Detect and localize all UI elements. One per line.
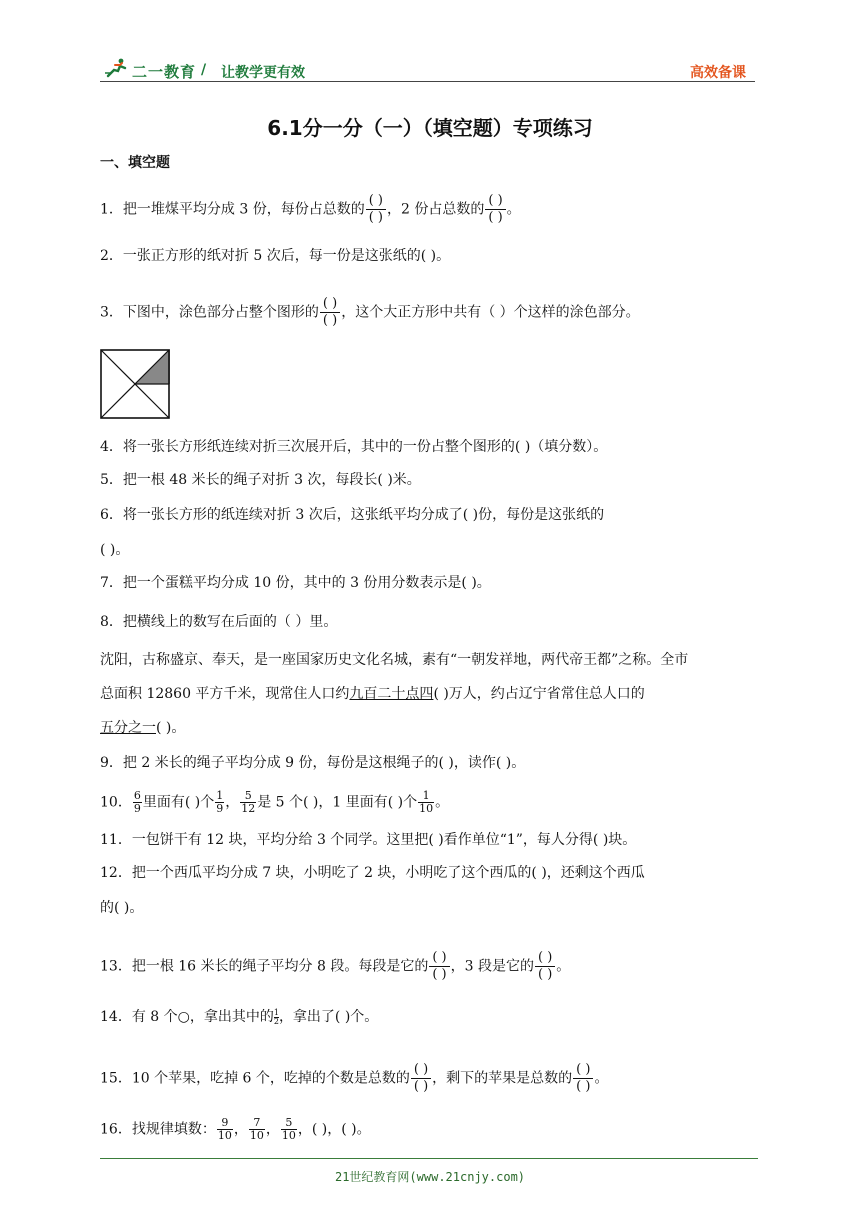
logo-text: 二一教育 [132, 63, 197, 81]
fraction-den: 9 [133, 802, 141, 815]
question-11: 11．一包饼干有 12 块，平均分给 3 个同学。这里把( )看作单位“1”，每人分得( )块。 [100, 832, 637, 848]
q15-text: 15．10 个苹果，吃掉 6 个，吃掉的个数是总数的 [100, 1070, 410, 1087]
blank-fraction[interactable] [411, 1062, 431, 1095]
fraction-num: 5 [281, 1117, 297, 1130]
q16-sep: ， [297, 1121, 312, 1138]
question-15 [100, 1062, 608, 1095]
fraction-den: 10 [249, 1129, 264, 1142]
q1-text-a: 1．把一堆煤平均分成 3 份，每份占总数的 [100, 201, 365, 218]
q16-text: 16．找规律填数： [100, 1121, 216, 1138]
fraction [133, 790, 142, 815]
q16-text: ( )，( )。 [311, 1121, 371, 1138]
question-6b: ( )。 [100, 542, 130, 558]
fraction [418, 790, 434, 815]
q16-sep: ， [233, 1121, 248, 1138]
blank-num: ( ) [366, 193, 386, 210]
question-14 [100, 1007, 378, 1027]
blank-fraction[interactable] [535, 950, 555, 983]
q8-paragraph-1: 沈阳，古称盛京、奉天，是一座国家历史文化名城，素有“一朝发祥地，两代帝王都”之称。全市 [100, 652, 689, 668]
q3-text-a: 3．下图中，涂色部分占整个图形的 [100, 304, 319, 321]
q16-sep: ， [265, 1121, 280, 1138]
q13-text: 13．把一根 16 米长的绳子平均分 8 段。每段是它的 [100, 958, 429, 975]
fraction-num: 6 [133, 789, 141, 802]
question-7: 7．把一个蛋糕平均分成 10 份，其中的 3 份用分数表示是( )。 [100, 575, 491, 591]
question-10 [100, 790, 449, 815]
blank-den: ( ) [488, 210, 503, 225]
footer-divider [100, 1158, 758, 1159]
q15-text: 。 [594, 1070, 609, 1087]
blank-num: ( ) [485, 193, 505, 210]
q8-paragraph-3 [100, 718, 185, 738]
question-12b: 的( )。 [100, 900, 144, 916]
q8-text: ( )。 [156, 720, 186, 736]
question-1 [100, 193, 521, 226]
page-title: 6.1分一分（一）（填空题）专项练习 [267, 116, 593, 140]
blank-den: ( ) [368, 210, 383, 225]
question-16 [100, 1117, 371, 1142]
fraction-num: 1 [216, 789, 224, 802]
fraction [240, 790, 256, 815]
runner-logo-icon [104, 58, 130, 78]
q14-text: ，拿出了( )个。 [278, 1009, 379, 1025]
fraction-den: 10 [281, 1129, 296, 1142]
fraction-num: 9 [217, 1117, 233, 1130]
question-12a: 12．把一个西瓜平均分成 7 块，小明吃了 2 块，小明吃了这个西瓜的( )，还剩这个西瓜 [100, 865, 645, 881]
blank-fraction[interactable] [366, 193, 386, 226]
question-6a: 6．将一张长方形的纸连续对折 3 次后，这张纸平均分成了( )份，每份是这张纸的 [100, 507, 605, 523]
question-3 [100, 296, 640, 329]
header-tagline: 让教学更有效 [221, 65, 305, 81]
section-heading: 一、填空题 [100, 155, 170, 171]
fraction-num: 5 [240, 790, 256, 803]
blank-num: ( ) [573, 1062, 593, 1079]
q13-text: 。 [556, 958, 571, 975]
fraction-den: 10 [217, 1129, 232, 1142]
fraction [215, 790, 224, 815]
blank-num: ( ) [535, 950, 555, 967]
q8-text: 总面积 12860 平方千米，现常住人口约 [100, 686, 350, 702]
q14-text: 14．有 8 个○，拿出其中的 [100, 1009, 274, 1025]
fraction-num: 1 [418, 790, 434, 803]
q1-text-c: 。 [506, 201, 521, 218]
footer-source[interactable]: 21世纪教育网(www.21cnjy.com) [334, 1170, 526, 1184]
blank-den: ( ) [537, 967, 553, 982]
question-5: 5．把一根 48 米长的绳子对折 3 次，每段长( )米。 [100, 472, 421, 488]
header-right-label: 高效备课 [690, 65, 746, 81]
q13-text: ，3 段是它的 [450, 958, 534, 975]
q1-text-b: ，2 份占总数的 [387, 201, 485, 218]
blank-fraction[interactable] [485, 193, 505, 226]
q10-text: 是 5 个( )，1 里面有( )个 [257, 794, 418, 811]
q10-text: 里面有( )个 [142, 794, 215, 811]
q10-text: 10． [100, 794, 132, 811]
q8-underlined: 九百二十点四 [349, 686, 434, 702]
fraction [281, 1117, 297, 1142]
question-2: 2．一张正方形的纸对折 5 次后，每一份是这张纸的( )。 [100, 248, 451, 264]
q8-text: ( )万人，约占辽宁省常住总人口的 [433, 686, 645, 702]
header-divider [100, 81, 755, 82]
question-4: 4．将一张长方形纸连续对折三次展开后，其中的一份占整个图形的( )（填分数）。 [100, 439, 608, 455]
q10-text: 。 [435, 794, 450, 811]
blank-den: ( ) [322, 313, 338, 328]
blank-fraction[interactable] [573, 1062, 593, 1095]
fraction-den: 10 [419, 802, 434, 815]
question-8: 8．把横线上的数写在后面的（ ）里。 [100, 614, 338, 630]
blank-fraction[interactable] [320, 296, 340, 329]
fraction-num: 1 [273, 1007, 279, 1017]
blank-den: ( ) [432, 967, 447, 982]
q15-text: ，剩下的苹果是总数的 [432, 1070, 573, 1087]
blank-fraction[interactable] [429, 950, 449, 983]
fraction-den: 2 [273, 1016, 279, 1026]
fraction-den: 12 [241, 802, 256, 815]
blank-num: ( ) [320, 296, 340, 313]
question-13 [100, 950, 570, 983]
blank-num: ( ) [429, 950, 449, 967]
question-9: 9．把 2 米长的绳子平均分成 9 份，每份是这根绳子的( )，读作( )。 [100, 755, 526, 771]
blank-den: ( ) [413, 1079, 429, 1094]
q3-text-b: ，这个大正方形中共有（ ）个这样的涂色部分。 [341, 304, 640, 321]
fraction [217, 1117, 233, 1142]
fraction [249, 1117, 265, 1142]
q10-text: ， [225, 794, 240, 811]
blank-den: ( ) [576, 1079, 591, 1094]
header-slash: / [201, 62, 207, 78]
q8-paragraph-2 [100, 684, 645, 704]
fraction-num: 7 [249, 1117, 265, 1130]
fraction-den: 9 [216, 802, 224, 815]
square-figure [100, 349, 170, 419]
blank-num: ( ) [411, 1062, 431, 1079]
q8-underlined: 五分之一 [100, 720, 156, 736]
